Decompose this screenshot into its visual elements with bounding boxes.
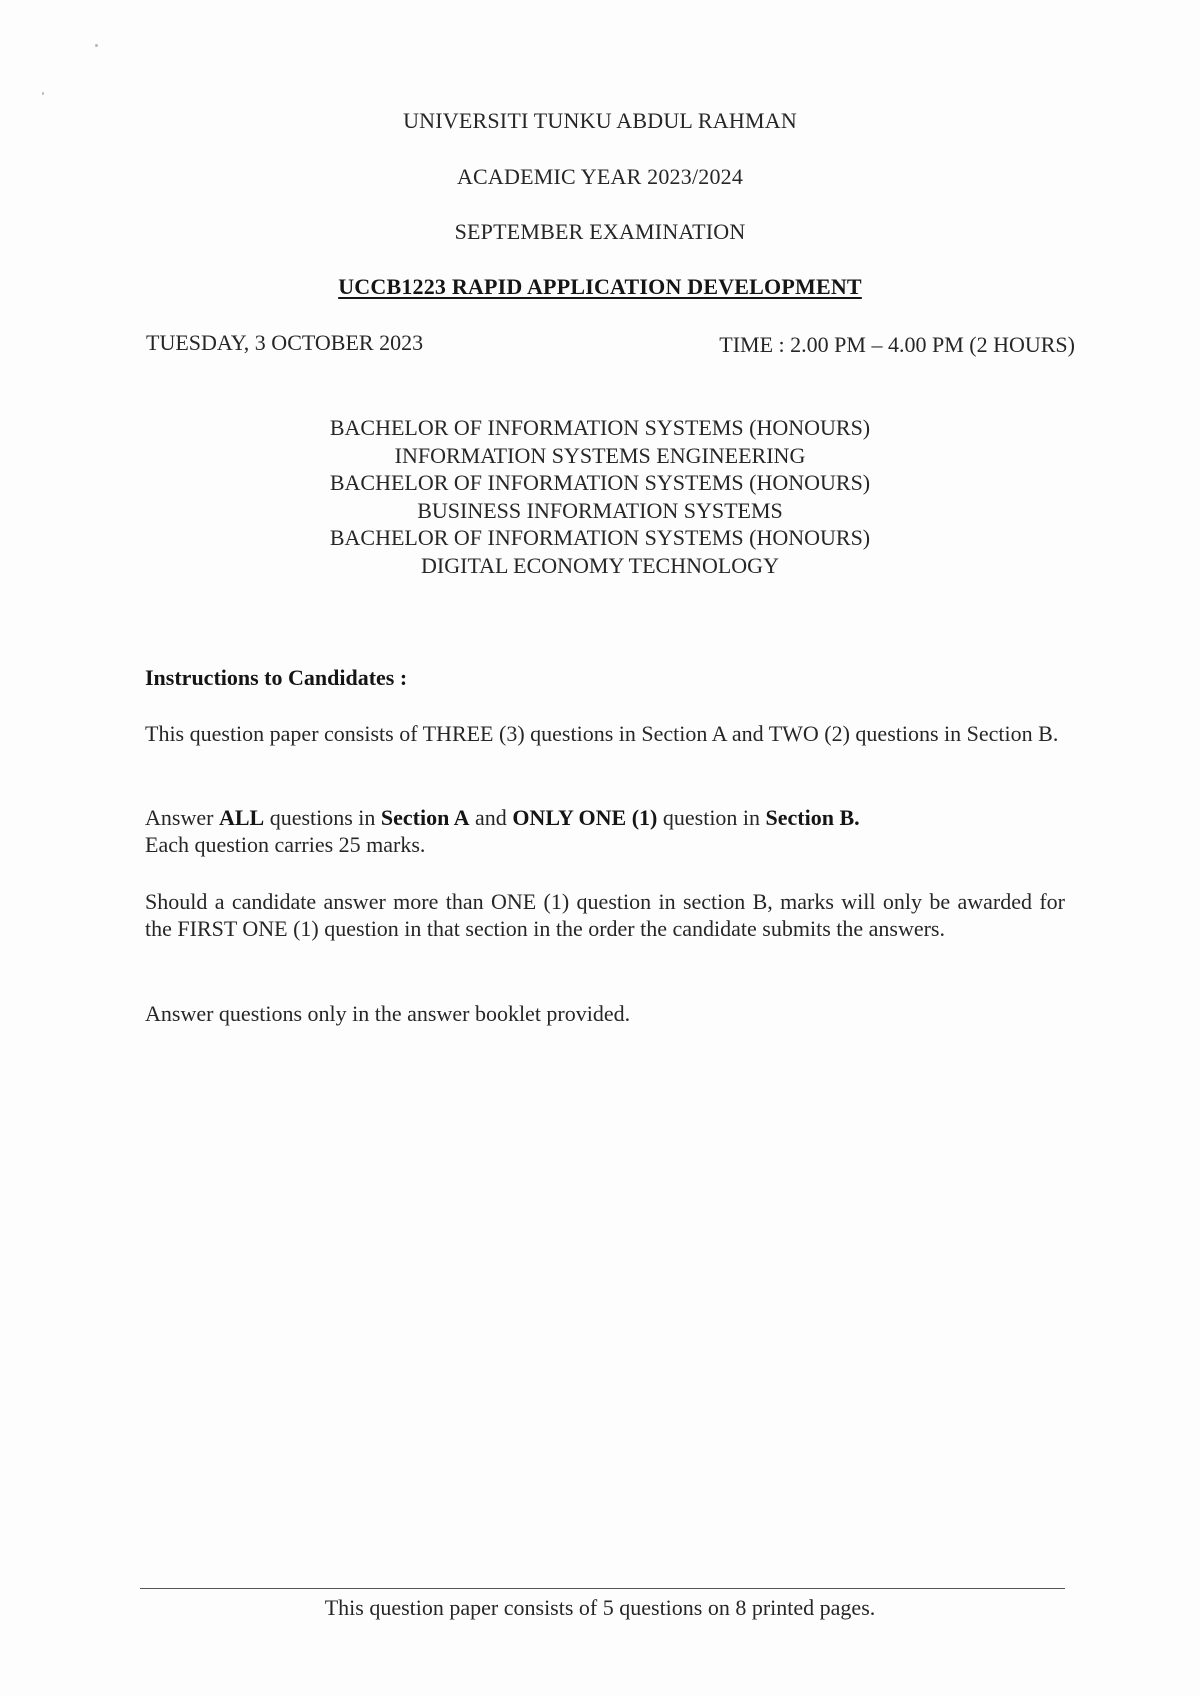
course-title: UCCB1223 RAPID APPLICATION DEVELOPMENT: [338, 274, 862, 299]
emphasis: ALL: [218, 805, 265, 830]
scan-speck: [42, 92, 44, 95]
scan-speck: [95, 44, 98, 47]
programme-line: BACHELOR OF INFORMATION SYSTEMS (HONOURS): [329, 470, 871, 495]
programme-line: BACHELOR OF INFORMATION SYSTEMS (HONOURS): [329, 525, 871, 550]
page-count-note: This question paper consists of 5 questions on 8 printed pages.: [324, 1595, 876, 1620]
instruction-paragraph-structure: This question paper consists of THREE (3) questions in Section A and TWO (2) questions in Section B.: [145, 721, 1059, 746]
exam-time: TIME : 2.00 PM – 4.00 PM (2 HOURS): [719, 332, 1075, 357]
university-name: UNIVERSITI TUNKU ABDUL RAHMAN: [403, 108, 797, 133]
programme-line: DIGITAL ECONOMY TECHNOLOGY: [421, 552, 779, 578]
instruction-paragraph-booklet: Answer questions only in the answer booklet provided.: [145, 1001, 631, 1026]
instruction-paragraph-section-b: Should a candidate answer more than ONE (1) question in section B, marks will only be awarded for the FIRST ONE (1) question in that section in the order the candidate submits the answers.: [145, 889, 1065, 941]
programme-line: BACHELOR OF INFORMATION SYSTEMS (HONOURS): [329, 415, 871, 440]
instructions-heading: Instructions to Candidates :: [145, 665, 408, 690]
emphasis: Section B.: [765, 805, 860, 830]
programme-line: BUSINESS INFORMATION SYSTEMS: [417, 497, 783, 523]
examination-title: SEPTEMBER EXAMINATION: [454, 219, 746, 244]
programme-list: [0, 414, 1200, 579]
instruction-paragraph-answer: Answer ALL questions in Section A and ONLY ONE (1) question in Section B. Each question carries 25 marks.: [145, 805, 860, 857]
academic-year: ACADEMIC YEAR 2023/2024: [456, 164, 744, 189]
exam-date: TUESDAY, 3 OCTOBER 2023: [146, 330, 424, 355]
programme-line: INFORMATION SYSTEMS ENGINEERING: [394, 442, 806, 468]
emphasis: Section A: [380, 805, 470, 830]
footer-divider: [140, 1588, 1065, 1589]
emphasis: ONLY ONE (1): [512, 805, 658, 830]
marks-line: Each question carries 25 marks.: [145, 832, 426, 857]
